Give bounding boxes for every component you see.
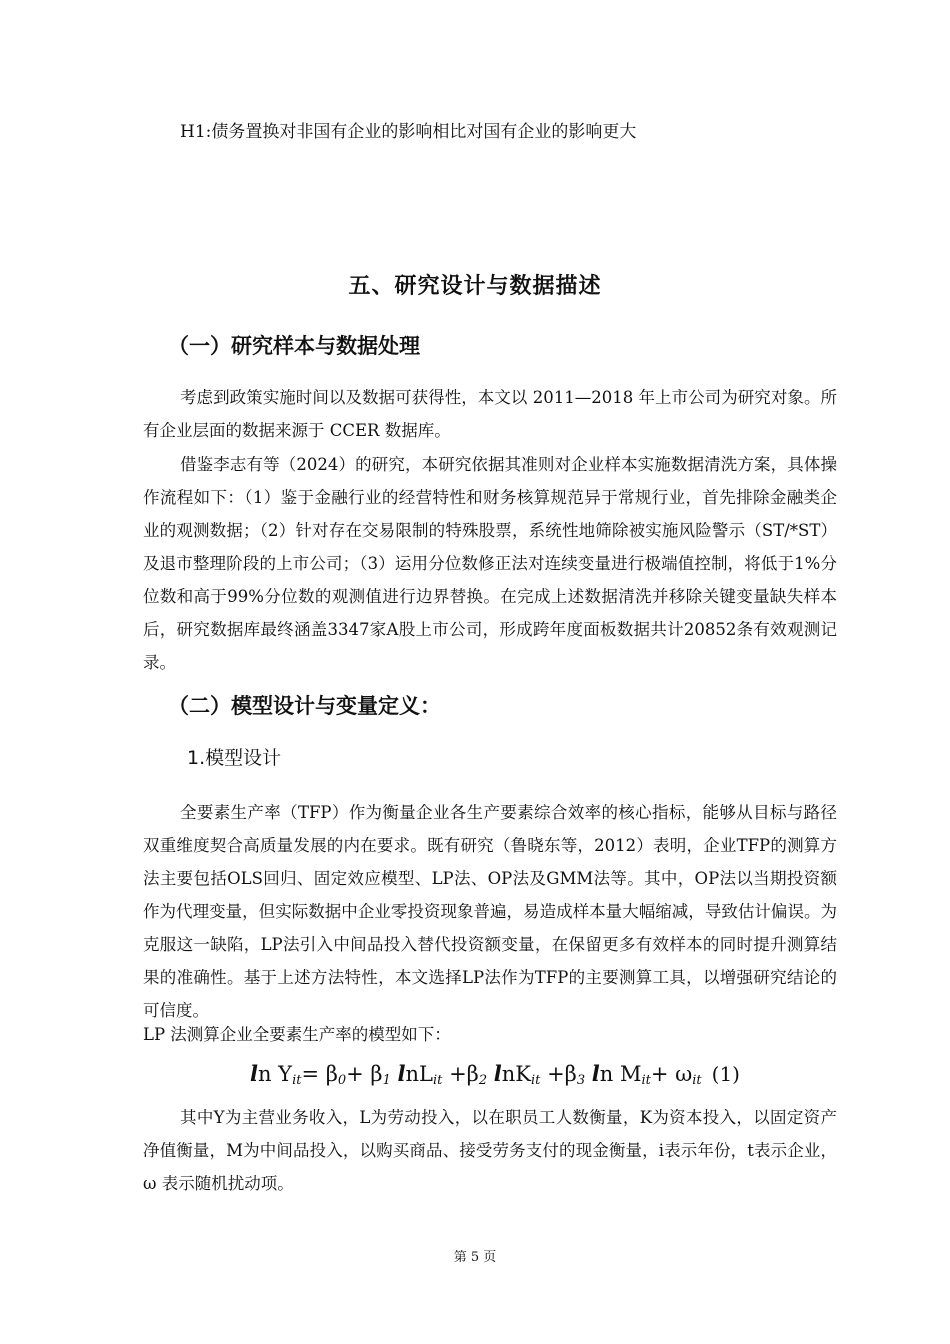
formula-subscript: 0 <box>337 1073 347 1088</box>
formula-subscript: 3 <box>576 1073 586 1088</box>
paragraph-sample-period: 考虑到政策实施时间以及数据可获得性，本文以 2011—2018 年上市公司为研究对象。所有企业层面的数据来源于 CCER 数据库。 <box>143 388 837 440</box>
subsection-title-model-design: 1.模型设计 <box>187 747 282 769</box>
formula-subscript: it <box>433 1073 443 1088</box>
formula-subscript: it <box>692 1073 702 1088</box>
formula-subscript: it <box>641 1073 651 1088</box>
formula-k-term: nK <box>501 1062 531 1086</box>
formula-beta1-term: + β <box>346 1062 383 1086</box>
formula-m-term: n M <box>599 1062 642 1086</box>
formula-subscript: it <box>292 1073 302 1088</box>
lp-formula <box>250 1057 740 1098</box>
paragraph-variable-definitions: 其中Y为主营业务收入，L为劳动投入，以在职员工人数衡量，K为资本投入，以固定资产净值衡量，M为中间品投入，以购买商品、接受劳务支付的现金衡量，i表示年份，t表示企业，ω 表示随机扰动项。 <box>143 1108 837 1193</box>
lp-model-intro: LP 法测算企业全要素生产率的模型如下： <box>143 1025 451 1044</box>
formula-subscript: 1 <box>382 1073 391 1088</box>
formula-beta2-term: +β <box>442 1062 479 1086</box>
formula-omega-term: + ω <box>650 1062 693 1086</box>
formula-subscript: it <box>531 1073 541 1088</box>
formula-ln-symbol: l <box>250 1061 258 1086</box>
subsection-title-model: （二）模型设计与变量定义： <box>168 694 441 718</box>
formula-ln-symbol: l <box>493 1061 502 1086</box>
formula-l-term: nL <box>405 1062 434 1086</box>
formula-beta0-term: = β <box>301 1062 338 1086</box>
paragraph-data-cleaning: 借鉴李志有等（2024）的研究，本研究依据其准则对企业样本实施数据清洗方案，具体操作流程如下：（1）鉴于金融行业的经营特性和财务核算规范异于常规行业，首先排除金融类企业的观测数据；（2）针对存在交易限制的特殊股票，系统性地筛除被实施风险警示（ST/*ST）及退市整理阶段的上市公司；（3）运用分位数修正法对连续变量进行极端值控制，将低于1%分位数和高于99%分位数的观测值进行边界替换。在完成上述数据清洗并移除关键变量缺失样本后，研究数据库最终涵盖3347家A股上市公司，形成跨年度面板数据共计20852条有效观测记录。 <box>143 455 837 672</box>
paragraph-tfp-method: 全要素生产率（TFP）作为衡量企业各生产要素综合效率的核心指标，能够从目标与路径双重维度契合高质量发展的内在要求。既有研究（鲁晓东等，2012）表明，企业TFP的测算方法主要包括OLS回归、固定效应模型、LP法、OP法及GMM法等。其中，OP法以当期投资额作为代理变量，但实际数据中企业零投资现象普遍，易造成样本量大幅缩减，导致估计偏误。为克服这一缺陷，LP法引入中间品投入替代投资额变量，在保留更多有效样本的同时提升测算结果的准确性。基于上述方法特性，本文选择LP法作为TFP的主要测算工具，以增强研究结论的可信度。 <box>143 803 837 1020</box>
page-number: 第 5 页 <box>453 1250 497 1265</box>
formula-ln-symbol: l <box>591 1061 600 1086</box>
formula-y-term: n Y <box>257 1062 293 1086</box>
formula-ln-symbol: l <box>397 1061 406 1086</box>
formula-beta3-term: +β <box>540 1062 577 1086</box>
section-title: 五、研究设计与数据描述 <box>348 274 602 299</box>
hypothesis-text: H1:债务置换对非国有企业的影响相比对国有企业的影响更大 <box>180 122 637 142</box>
formula-number: (1) <box>711 1062 740 1086</box>
formula-subscript: 2 <box>478 1073 488 1088</box>
subsection-title-sample: （一）研究样本与数据处理 <box>168 334 420 358</box>
